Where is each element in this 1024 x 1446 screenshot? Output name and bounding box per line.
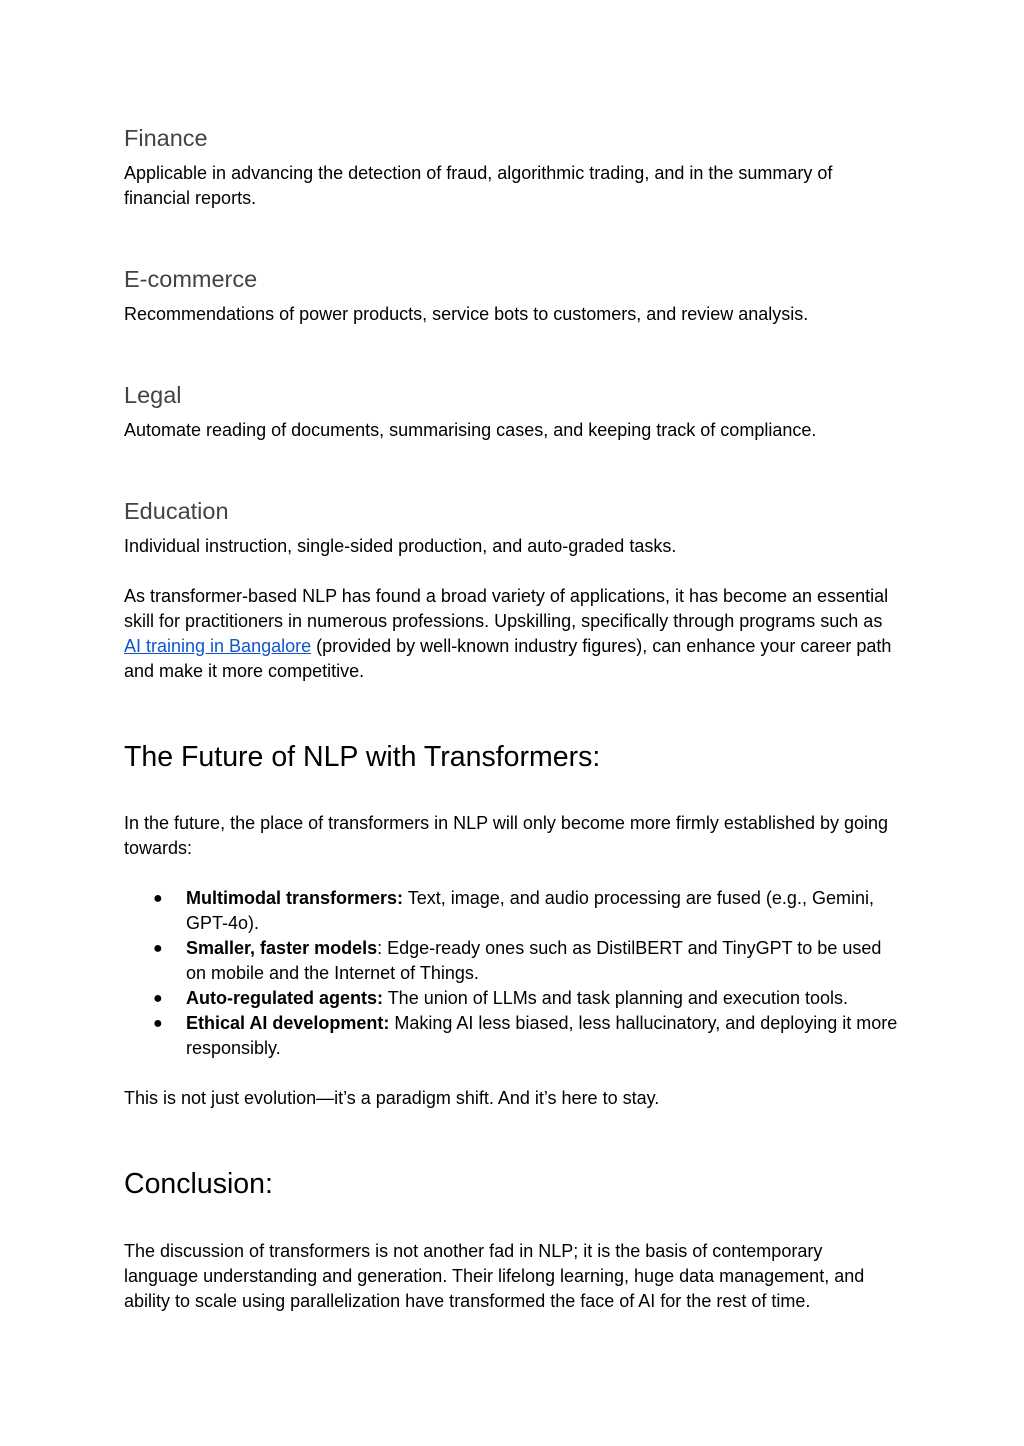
ecommerce-body: Recommendations of power products, service bots to customers, and review analysis. xyxy=(124,304,809,324)
bullet-text: Making AI less biased, less hallucinatory, and deploying it more responsibly. xyxy=(186,1013,898,1058)
ecommerce-heading: E-commerce xyxy=(124,266,258,292)
finance-body: Applicable in advancing the detection of fraud, algorithmic trading, and in the summary of financial reports. xyxy=(124,163,833,208)
bullet-text: Text, image, and audio processing are fused (e.g., Gemini, GPT-4o). xyxy=(186,888,874,933)
bullet-bold-label: Auto-regulated agents: xyxy=(186,988,384,1008)
list-item xyxy=(124,986,904,1011)
conclusion-body: The discussion of transformers is not another fad in NLP; it is the basis of contemporary language understanding and generation. Their lifelong learning, huge data management, and ability to scale using parallelization have transformed the face of AI for the rest of time. xyxy=(124,1241,865,1311)
ai-training-link[interactable]: AI training in Bangalore xyxy=(124,636,312,656)
bullet-icon: ● xyxy=(153,940,163,957)
education-body: Individual instruction, single-sided production, and auto-graded tasks. xyxy=(124,536,677,556)
bullet-bold-label: Ethical AI development: xyxy=(186,1013,390,1033)
bullet-icon: ● xyxy=(153,890,163,907)
education-heading: Education xyxy=(124,498,229,524)
finance-heading: Finance xyxy=(124,125,208,151)
bullet-text: : Edge-ready ones such as DistilBERT and TinyGPT to be used on mobile and the Internet of Things. xyxy=(186,938,882,983)
upskilling-text-after: (provided by well-known industry figures), can enhance your career path and make it more competitive. xyxy=(124,636,892,681)
bullet-icon: ● xyxy=(153,990,163,1007)
list-item xyxy=(124,936,904,986)
future-bullet-list xyxy=(124,886,904,1061)
future-intro: In the future, the place of transformers in NLP will only become more firmly established by going towards: xyxy=(124,813,889,858)
legal-body: Automate reading of documents, summarising cases, and keeping track of compliance. xyxy=(124,420,817,440)
bullet-icon: ● xyxy=(153,1015,163,1032)
legal-heading: Legal xyxy=(124,382,182,408)
upskilling-text-before: As transformer-based NLP has found a broad variety of applications, it has become an essential skill for practitioners in numerous professions. Upskilling, specifically through programs such as xyxy=(124,586,889,631)
upskilling-paragraph xyxy=(124,584,894,684)
list-item xyxy=(124,886,904,936)
list-item xyxy=(124,1011,904,1061)
future-heading: The Future of NLP with Transformers: xyxy=(124,741,601,773)
future-closing: This is not just evolution—it’s a paradigm shift. And it’s here to stay. xyxy=(124,1088,660,1108)
bullet-text: The union of LLMs and task planning and execution tools. xyxy=(383,988,849,1008)
conclusion-heading: Conclusion: xyxy=(124,1168,273,1200)
bullet-bold-label: Smaller, faster models xyxy=(186,938,378,958)
bullet-bold-label: Multimodal transformers: xyxy=(186,888,404,908)
